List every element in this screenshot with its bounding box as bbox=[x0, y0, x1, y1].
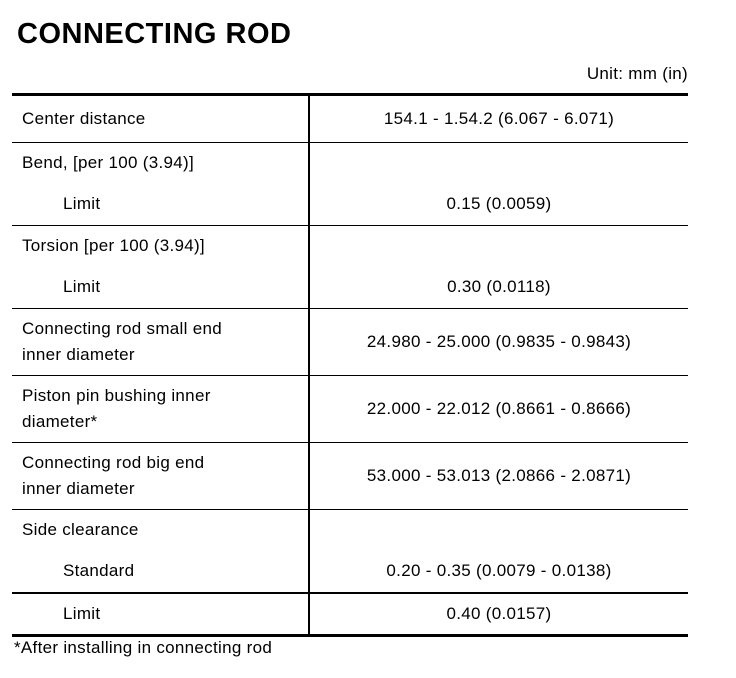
table-row-bend bbox=[12, 143, 688, 183]
row-value: 0.40 (0.0157) bbox=[446, 604, 552, 623]
row-label: Limit bbox=[12, 594, 310, 634]
row-value: 0.30 (0.0118) bbox=[447, 277, 551, 296]
row-label-line: diameter* bbox=[22, 412, 98, 431]
table-row-side-clearance bbox=[12, 510, 688, 550]
table-row-side-limit bbox=[12, 592, 688, 634]
row-label-line: Piston pin bushing inner bbox=[22, 386, 211, 405]
row-label bbox=[12, 309, 310, 375]
row-value: 22.000 - 22.012 (0.8661 - 0.8666) bbox=[366, 399, 632, 418]
row-value: 24.980 - 25.000 (0.9835 - 0.9843) bbox=[366, 332, 632, 351]
page-title: CONNECTING ROD bbox=[17, 18, 292, 50]
row-value: 0.20 - 0.35 (0.0079 - 0.0138) bbox=[386, 561, 612, 580]
table-row-center-distance bbox=[12, 96, 688, 143]
row-value bbox=[310, 510, 688, 550]
footnote: *After installing in connecting rod bbox=[14, 638, 273, 657]
table-row-big-end bbox=[12, 443, 688, 510]
row-label: Bend, [per 100 (3.94)] bbox=[12, 143, 310, 183]
row-label: Center distance bbox=[12, 96, 310, 142]
row-value bbox=[310, 226, 688, 266]
row-value: 0.15 (0.0059) bbox=[446, 194, 552, 213]
table-row-torsion-limit bbox=[12, 266, 688, 309]
row-label-line: Connecting rod small end bbox=[22, 319, 222, 338]
table-row-torsion bbox=[12, 226, 688, 266]
row-label-line: Connecting rod big end bbox=[22, 453, 205, 472]
unit-label: Unit: mm (in) bbox=[586, 64, 688, 83]
row-label bbox=[12, 376, 310, 442]
table-row-bend-limit bbox=[12, 183, 688, 226]
table-row-standard bbox=[12, 550, 688, 592]
table-bottom-rule bbox=[12, 634, 688, 637]
row-value: 154.1 - 1.54.2 (6.067 - 6.071) bbox=[383, 109, 615, 128]
row-label: Limit bbox=[12, 266, 310, 308]
row-value bbox=[310, 143, 688, 183]
row-label-line: inner diameter bbox=[22, 345, 135, 364]
row-value: 53.000 - 53.013 (2.0866 - 2.0871) bbox=[366, 466, 632, 485]
row-label: Limit bbox=[12, 183, 310, 225]
row-label: Side clearance bbox=[12, 510, 310, 550]
row-label-line: inner diameter bbox=[22, 479, 135, 498]
row-label bbox=[12, 443, 310, 509]
row-label: Torsion [per 100 (3.94)] bbox=[12, 226, 310, 266]
table-row-pin-bushing bbox=[12, 376, 688, 443]
spec-table bbox=[12, 93, 688, 637]
row-label: Standard bbox=[12, 550, 310, 592]
table-row-small-end bbox=[12, 309, 688, 376]
